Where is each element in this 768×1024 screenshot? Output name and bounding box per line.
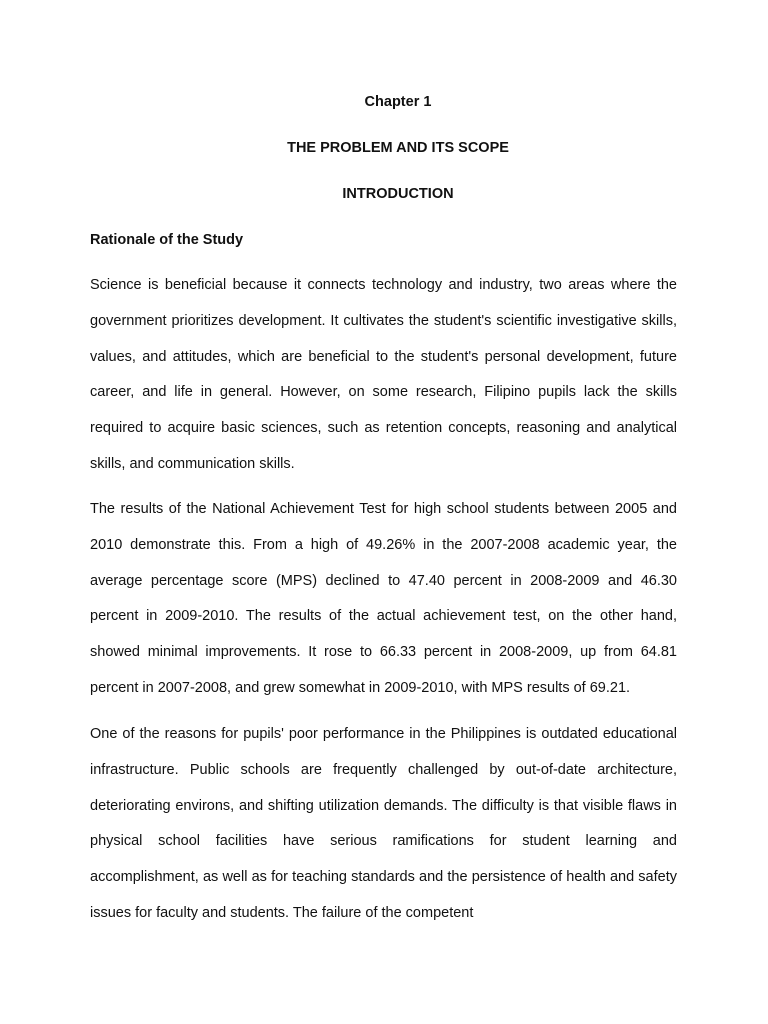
section-heading: INTRODUCTION	[342, 186, 454, 202]
paragraph-2: The results of the National Achievement Test for high school students between 2005 and 2010 demonstrate this. From a high of 49.26% in the 2007-2008 academic year, the average percentage score (MPS) declined to 47.40 percent in 2008-2009 and 46.30 percent in 2009-2010. The results of the actual achievement test, on the other hand, showed minimal improvements. It rose to 66.33 percent in 2008-2009, up from 64.81 percent in 2007-2008, and grew somewhat in 2009-2010, with MPS results of 69.21.	[90, 501, 677, 696]
paragraph-3: One of the reasons for pupils' poor performance in the Philippines is outdated educational infrastructure. Public schools are frequently challenged by out-of-date architecture, deteriorating environs, and shifting utilization demands. The difficulty is that visible flaws in physical school facilities have serious ramifications for student learning and accomplishment, as well as for teaching standards and the persistence of health and safety issues for faculty and students. The failure of the competent	[90, 726, 677, 921]
chapter-label: Chapter 1	[364, 94, 432, 110]
chapter-title: THE PROBLEM AND ITS SCOPE	[287, 140, 509, 156]
paragraph-1: Science is beneficial because it connects technology and industry, two areas where the government prioritizes development. It cultivates the student's scientific investigative skills, values, and attitudes, which are beneficial to the student's personal development, future career, and life in general. However, on some research, Filipino pupils lack the skills required to acquire basic sciences, such as retention concepts, reasoning and analytical skills, and communication skills.	[90, 277, 677, 472]
subsection-heading: Rationale of the Study	[90, 232, 244, 248]
